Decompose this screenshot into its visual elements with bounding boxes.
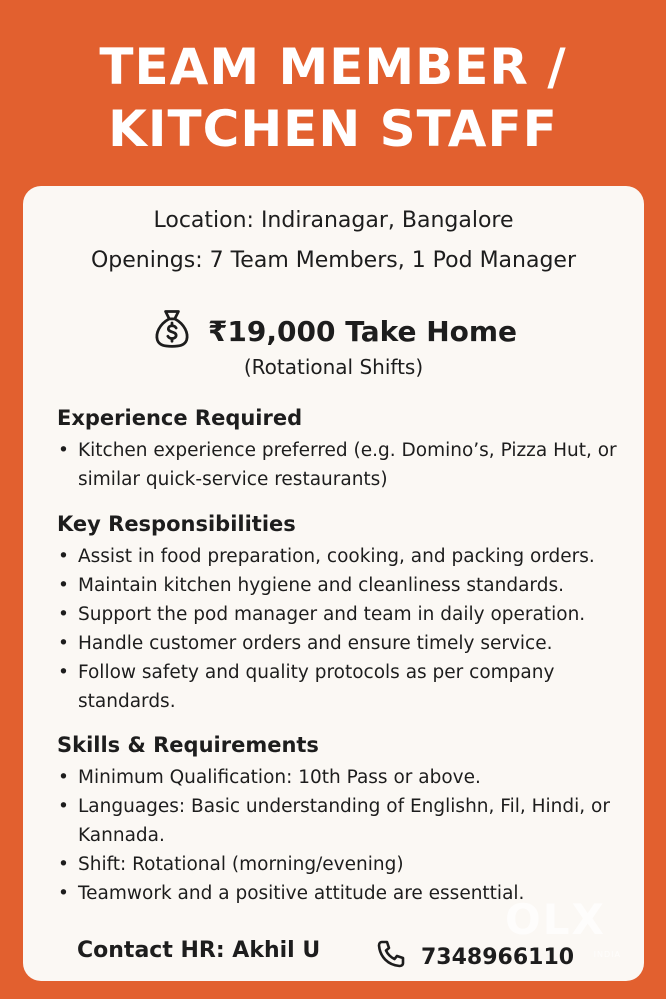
skills-heading: Skills & Requirements — [57, 733, 319, 757]
skills-list — [57, 763, 624, 908]
list-item: • Support the pod manager and team in daily operation. — [78, 600, 624, 629]
list-item: • Languages: Basic understanding of Englishn, Fil, Hindi, or Kannada. — [78, 792, 624, 850]
location-text: Location: Indiranagar, Bangalore — [153, 208, 514, 233]
money-bag-icon — [150, 306, 194, 357]
list-item: • Maintain kitchen hygiene and cleanliness standards. — [78, 571, 624, 600]
olx-region: INDIA — [593, 950, 621, 959]
responsibilities-section — [57, 512, 624, 716]
experience-heading: Experience Required — [57, 406, 303, 430]
phone-number: 7348966110 — [421, 944, 575, 970]
contact-hr-text: Contact HR: Akhil U — [77, 938, 321, 963]
title-line-1: TEAM MEMBER / — [99, 38, 567, 96]
list-item: • Handle customer orders and ensure timely service. — [78, 629, 624, 658]
salary-text: ₹19,000 Take Home — [207, 315, 518, 348]
list-item: • Minimum Qualification: 10th Pass or above. — [78, 763, 624, 792]
experience-list — [57, 436, 624, 494]
responsibilities-heading: Key Responsibilities — [57, 512, 296, 536]
olx-brand: OLX — [505, 895, 606, 944]
job-details-card — [23, 186, 644, 981]
list-item: • Shift: Rotational (morning/evening) — [78, 850, 624, 879]
list-item: • Assist in food preparation, cooking, and packing orders. — [78, 542, 624, 571]
openings-text: Openings: 7 Team Members, 1 Pod Manager — [90, 248, 577, 273]
list-item: • Follow safety and quality protocols as per company standards. — [78, 658, 624, 716]
title-line-2: KITCHEN STAFF — [108, 100, 558, 158]
phone-icon — [375, 938, 407, 976]
responsibilities-list — [57, 542, 624, 716]
list-item: • Kitchen experience preferred (e.g. Domino’s, Pizza Hut, or similar quick-service restaurants) — [78, 436, 624, 494]
experience-section — [57, 406, 624, 494]
salary-row — [23, 306, 644, 357]
skills-section — [57, 733, 624, 908]
list-item: • Teamwork and a positive attitude are essenttial. — [78, 879, 624, 908]
shifts-text: (Rotational Shifts) — [243, 355, 424, 379]
olx-watermark-logo — [505, 895, 625, 959]
page-title — [0, 36, 666, 160]
